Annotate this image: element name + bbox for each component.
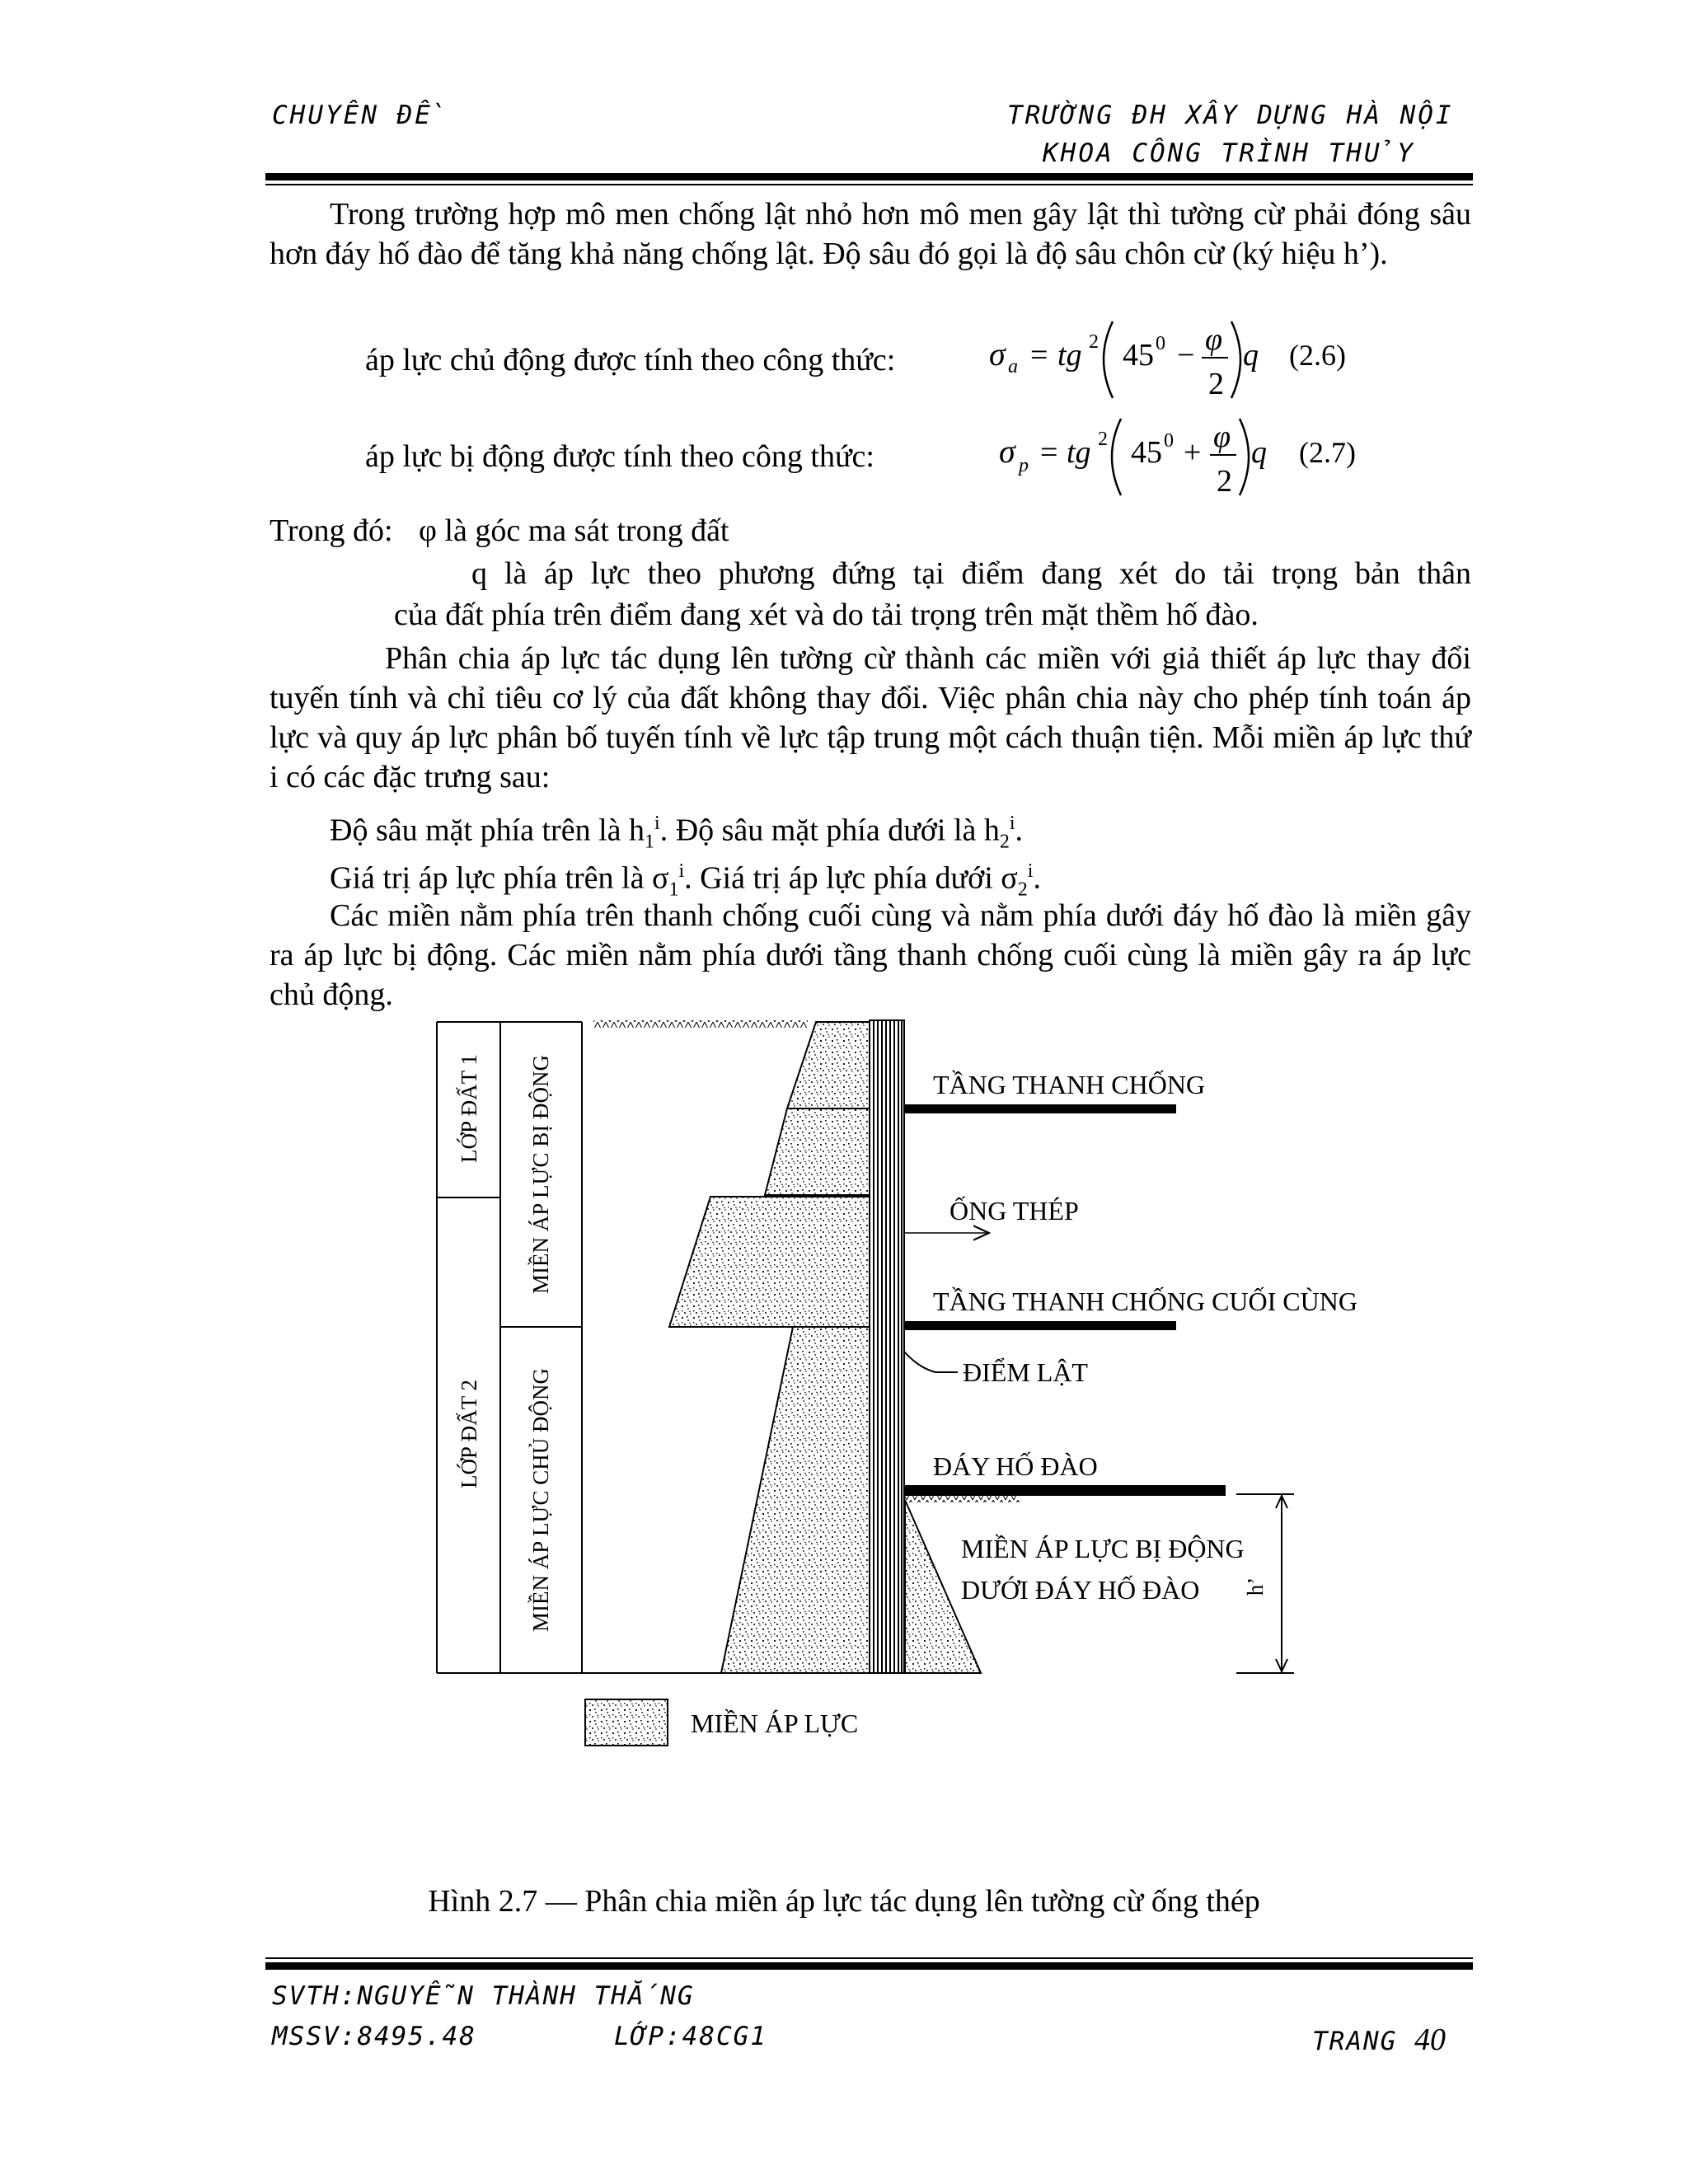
header-faculty: KHOA CÔNG TRÌNH THỦY bbox=[1043, 138, 1415, 168]
q-definition-line2: của đất phía trên điểm đang xét và do tải trọng trên mặt thềm hố đào. bbox=[394, 598, 1259, 632]
footer-rule-thick bbox=[265, 1962, 1473, 1970]
strut-label: TẦNG THANH CHỐNG bbox=[933, 1070, 1206, 1099]
embedment-depth-label: h’ bbox=[1243, 1577, 1268, 1596]
svg-text:2: 2 bbox=[1089, 331, 1099, 353]
svg-text:tg: tg bbox=[1067, 435, 1091, 470]
svg-text:φ: φ bbox=[1213, 419, 1231, 454]
last-strut-label: TẦNG THANH CHỐNG CUỐI CÙNG bbox=[933, 1286, 1357, 1316]
legend-swatch bbox=[585, 1699, 668, 1746]
svg-text:(2.6): (2.6) bbox=[1289, 339, 1346, 372]
pivot-point-label: ĐIỂM LẬT bbox=[963, 1357, 1088, 1387]
header-school: TRƯỜNG ĐH XÂY DỰNG HÀ NỘI bbox=[1007, 101, 1454, 130]
svg-text:(2.7): (2.7) bbox=[1299, 436, 1356, 469]
svg-text:+: + bbox=[1184, 435, 1202, 470]
svg-text:2: 2 bbox=[1208, 367, 1224, 401]
svg-text:0: 0 bbox=[1164, 430, 1174, 452]
footer-rule-thin bbox=[265, 1957, 1473, 1959]
svg-text:q: q bbox=[1243, 338, 1259, 373]
svg-text:−: − bbox=[1177, 338, 1195, 373]
svg-text:2: 2 bbox=[1217, 464, 1232, 499]
pivot-leader bbox=[904, 1352, 958, 1372]
paragraph-embedment-depth: Trong trường hợp mô men chống lật nhỏ hơn mô men gây lật thì tường cừ phải đóng sâu hơn đáy hố đào để tăng khả năng chống lật. Độ sâu đó gọi là độ sâu chôn cừ (ký hiệu h’). bbox=[270, 197, 1471, 271]
svg-text:a: a bbox=[1008, 356, 1018, 377]
passive-below-label-line1: MIỀN ÁP LỰC BỊ ĐỘNG bbox=[961, 1534, 1245, 1563]
svg-text:=: = bbox=[1040, 435, 1058, 470]
steel-pipe-wall bbox=[870, 1020, 904, 1673]
svg-text:tg: tg bbox=[1057, 338, 1082, 373]
pressure-zone-1 bbox=[787, 1022, 870, 1108]
page-number: 40 bbox=[1414, 2022, 1446, 2057]
figure-caption: Hình 2.7 — Phân chia miền áp lực tác dụng lên tường cừ ống thép bbox=[428, 1884, 1260, 1919]
soil-layer-2-label: LỚP ĐẤT 2 bbox=[457, 1379, 481, 1489]
svg-text:45: 45 bbox=[1131, 435, 1162, 470]
svg-text:q: q bbox=[1251, 435, 1267, 470]
active-pressure-label: áp lực chủ động được tính theo công thức: bbox=[365, 343, 896, 377]
strut-upper bbox=[904, 1104, 1176, 1113]
svg-text:45: 45 bbox=[1123, 338, 1154, 373]
svg-text:φ: φ bbox=[1205, 322, 1223, 357]
pit-bottom-line bbox=[904, 1485, 1226, 1496]
passive-zone-label: MIỀN ÁP LỰC BỊ ĐỘNG bbox=[528, 1055, 553, 1294]
pressure-zone-4 bbox=[721, 1327, 870, 1673]
footer-page: TRANG 40 bbox=[1312, 2022, 1446, 2057]
footer-student: SVTH:NGUYỄN THÀNH THẮNG bbox=[272, 1981, 695, 2011]
paragraph-zone-division: Phân chia áp lực tác dụng lên tường cừ thành các miền với giả thiết áp lực thay đổi tuyến tính và chỉ tiêu cơ lý của đất không thay đổi. Việc phân chia này cho phép tính toán áp lực và quy áp lực phân bố tuyến tính về lực tập trung một cách thuận tiện. Mỗi miền áp lực thứ i có các đặc trưng sau: bbox=[270, 641, 1471, 794]
ground-surface-hatch bbox=[593, 1020, 808, 1028]
footer-student-id: MSSV:8495.48 bbox=[272, 2022, 476, 2051]
pressure-zone-2 bbox=[765, 1108, 870, 1195]
svg-text:p: p bbox=[1019, 455, 1029, 476]
pit-bottom-hatch bbox=[904, 1496, 1020, 1502]
pressure-zone-3 bbox=[669, 1197, 870, 1327]
svg-text:σ: σ bbox=[999, 433, 1015, 470]
zone-value-line: Giá trị áp lực phía trên là $\sigma_1^i$. Giá trị áp lực phía dưới $\sigma_2^i$. bbox=[330, 860, 1041, 901]
steel-pipe-label: ỐNG THÉP bbox=[950, 1196, 1079, 1226]
svg-text:0: 0 bbox=[1156, 333, 1165, 354]
where-label: Trong đó: bbox=[270, 513, 393, 548]
footer-class: LỚP:48CG1 bbox=[614, 2022, 767, 2051]
svg-text:2: 2 bbox=[1098, 429, 1108, 450]
pit-bottom-label: ĐÁY HỐ ĐÀO bbox=[933, 1451, 1098, 1481]
q-definition-line1: q là áp lực theo phương đứng tại điểm đang xét do tải trọng bản thân bbox=[471, 556, 1471, 591]
strut-last bbox=[904, 1321, 1176, 1330]
paragraph-passive-active-zones: Các miền nằm phía trên thanh chống cuối cùng và nằm phía dưới đáy hố đào là miền gây ra áp lực bị động. Các miền nằm phía dưới tầng thanh chống cuối cùng là miền gây ra áp lực chủ động. bbox=[270, 898, 1471, 1012]
svg-text:=: = bbox=[1030, 338, 1048, 373]
svg-text:σ: σ bbox=[989, 335, 1006, 373]
header-left: CHUYÊN ĐỀ bbox=[272, 101, 448, 130]
soil-layer-1-label: LỚP ĐẤT 1 bbox=[457, 1053, 481, 1164]
passive-pressure-label: áp lực bị động được tính theo công thức: bbox=[365, 439, 874, 474]
passive-below-label-line2: DƯỚI ĐÁY HỐ ĐÀO bbox=[961, 1575, 1200, 1605]
phi-definition: φ là góc ma sát trong đất bbox=[419, 513, 729, 548]
legend-label: MIỀN ÁP LỰC bbox=[691, 1708, 859, 1738]
zone-depth-line: Độ sâu mặt phía trên là $h_1^i$. Độ sâu mặt phía dưới là $h_2^i$. bbox=[330, 813, 1024, 853]
active-zone-label: MIỀN ÁP LỰC CHỦ ĐỘNG bbox=[528, 1368, 553, 1632]
